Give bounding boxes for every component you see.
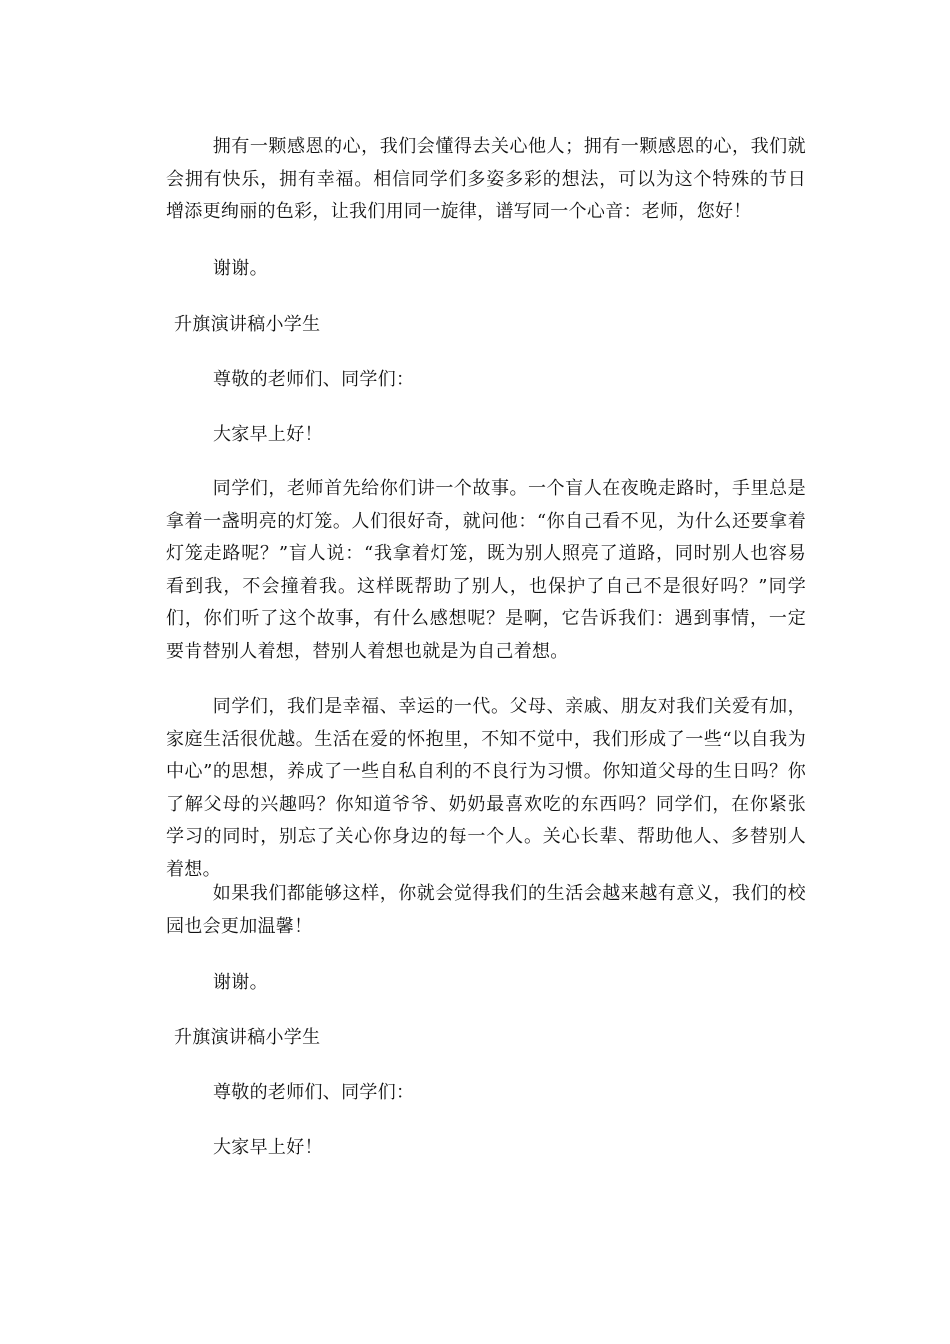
thanks-line: 谢谢。 [213, 972, 268, 993]
paragraph-gratitude: 拥有一颗感恩的心，我们会懂得去关心他人；拥有一颗感恩的心，我们就会拥有快乐，拥有幸福。相信同学们多姿多彩的想法，可以为这个特殊的节日增添更绚丽的色彩，让我们用同一旋律，谱写同一个心音：老师，您好！ [166, 136, 806, 222]
paragraph-conclusion: 如果我们都能够这样，你就会觉得我们的生活会越来越有意义，我们的校园也会更加温馨！ [166, 883, 806, 937]
speech-title: 升旗演讲稿小学生 [174, 314, 321, 335]
paragraph-lantern-story: 同学们，老师首先给你们讲一个故事。一个盲人在夜晚走路时，手里总是拿着一盏明亮的灯笼。人们很好奇，就问他：“你自己看不见，为什么还要拿着灯笼走路呢？”盲人说：“我拿着灯笼，既为别人照亮了道路，同时别人也容易看到我，不会撞着我。这样既帮助了别人，也保护了自己不是很好吗？”同学们，你们听了这个故事，有什么感想呢？是啊，它告诉我们：遇到事情，一定要肯替别人着想，替别人着想也就是为自己着想。 [166, 478, 806, 662]
greeting-line: 大家早上好！ [213, 1137, 323, 1158]
salutation-line: 尊敬的老师们、同学们： [213, 1082, 415, 1103]
thanks-line: 谢谢。 [213, 258, 268, 279]
salutation-line: 尊敬的老师们、同学们： [213, 369, 415, 390]
speech-title: 升旗演讲稿小学生 [174, 1027, 321, 1048]
paragraph-fortunate-generation: 同学们，我们是幸福、幸运的一代。父母、亲戚、朋友对我们关爱有加，家庭生活很优越。生活在爱的怀抱里，不知不觉中，我们形成了一些“以自我为中心”的思想，养成了一些自私自利的不良行为习惯。你知道父母的生日吗？你了解父母的兴趣吗？你知道爷爷、奶奶最喜欢吃的东西吗？同学们，在你紧张学习的同时，别忘了关心你身边的每一个人。关心长辈、帮助他人、多替别人着想。 [166, 696, 806, 880]
greeting-line: 大家早上好！ [213, 424, 323, 445]
